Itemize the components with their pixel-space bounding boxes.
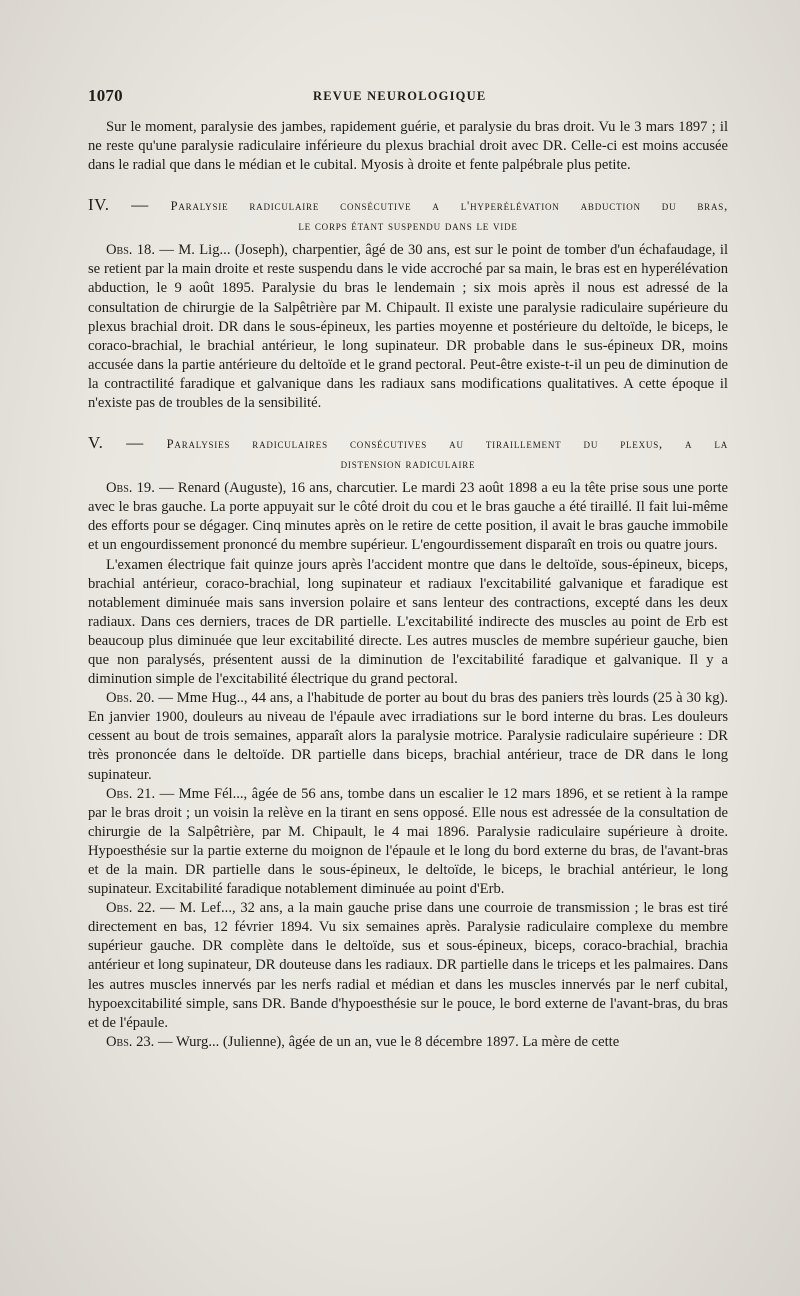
page-header: [88, 86, 728, 108]
observation-22: [88, 899, 728, 1033]
observation-text: — Mme Fél..., âgée de 56 ans, tombe dans un escalier le 12 mars 1896, et se retient à la rampe par le bras droit ; un voisin la relève en la tirant en sens opposé. Elle nous est adressée de la consultation de chirurgie de la Salpêtrière, par M. Chipault, le 4 mai 1896. Paralysie radiculaire supérieure à droite. Hypoesthésie sur la partie externe du moignon de l'épaule et le long du bord externe du bras, de l'avant-bras et de la main. DR partielle dans le sous-épineux, le deltoïde, le biceps, le brachial antérieur, le long supinateur. Excitabilité faradique notablement diminuée au point d'Erb.: [88, 785, 728, 898]
observation-text: — Mme Hug.., 44 ans, a l'habitude de porter au bout du bras des paniers très lourds (25 à 30 kg). En janvier 1900, douleurs au niveau de l'épaule avec irradiations sur le bord interne du bras. Les douleurs cessent au bout de trois semaines, apparaît alors la paralysie motrice. Paralysie radiculaire supérieure : DR très prononcée dans le deltoïde. DR partielle dans biceps, brachial antérieur, trace de DR dans le long supinateur.: [88, 690, 728, 783]
observation-text: — M. Lig... (Joseph), charpentier, âgé de 30 ans, est sur le point de tomber d'un échafaudage, il se retient par la main droite et reste suspendu dans le vide accroché par sa main, le bras est en hyperélévation abduction, le 9 août 1895. Paralysie du bras le lendemain ; six mois après il nous est adressé de la consultation de chirurgie de la Salpêtrière par M. Chipault. Il existe une paralysie radiculaire supérieure du plexus brachial droit. DR dans le sous-épineux, les parties moyenne et postérieure du deltoïde, le biceps, le coraco-brachial, le brachial antérieur, le long supinateur. DR probable dans le sus-épineux DR, moins accusée dans la partie antérieure du deltoïde et le grand pectoral. Peut-être existe-t-il un peu de diminution de la contractilité faradique et galvanique dans les radiaux sans modifications qualitatives. A cette époque il n'existe pas de troubles de la sensibilité.: [88, 242, 728, 412]
observation-label: Obs. 23.: [106, 1033, 155, 1050]
section-numeral-v: V. —: [88, 433, 167, 453]
observation-23: [88, 1033, 728, 1052]
observation-21: [88, 785, 728, 900]
observation-label: Obs. 21.: [106, 785, 156, 802]
observation-label: Obs. 22.: [106, 900, 156, 917]
observation-text: — Renard (Auguste), 16 ans, charcutier. Le mardi 23 août 1898 a eu la tête prise sous une porte avec le bras gauche. La porte appuyait sur le côté droit du cou et le bras gauche a été tiraillé. Il fait lui-même des efforts pour se dégager. Cinq minutes après on le retire de cette position, il avait le bras gauche immobile et un engourdissement prononcé du membre supérieur. L'engourdissement disparaît en trois ou quatre jours.: [88, 480, 728, 554]
article-body: [88, 118, 728, 1052]
observation-18: [88, 241, 728, 413]
observation-text: — M. Lef..., 32 ans, a la main gauche prise dans une courroie de transmission ; le bras est tiré directement en bas, 12 février 1894. Vu six semaines après. Paralysie radiculaire complexe du membre supérieur gauche. DR complète dans le deltoïde, sus et sous-épineux, biceps, coraco-brachial, brachia antérieur et long supinateur, DR douteuse dans les radiaux. DR partielle dans le triceps et les palmaires. Dans les autres muscles innervés par les nerfs radial et médian et dans les muscles innervés par le nerf cubital, hypoexcitabilité simple, sans DR. Bande d'hypoesthésie sur le pouce, le bord externe de l'avant-bras, du bras et de l'épaule.: [88, 900, 728, 1031]
section-title-v-line1: Paralysies radiculaires consécutives au tiraillement du plexus, a la: [166, 437, 728, 452]
observation-19-continued: L'examen électrique fait quinze jours après l'accident montre que dans le deltoïde, sous-épineux, biceps, brachial antérieur, coraco-brachial, long supinateur et radiaux l'excitabilité galvanique et faradique est notablement diminuée mais sans inversion polaire et sans lenteur des contractions, excepté dans les deux radiaux. Dans ces derniers, traces de DR partielle. L'excitabilité indirecte des muscles au point de Erb est beaucoup plus diminuée que leur excitabilité directe. Les autres muscles de membre supérieur gauche, bien que non paralysés, présentent aussi de la diminution de l'excitabilité faradique et galvanique. Il y a diminution simple de l'excitabilité électrique du grand pectoral.: [88, 556, 728, 688]
section-heading-iv: [88, 195, 728, 236]
observation-label: Obs. 20.: [106, 690, 155, 707]
page-number: 1070: [88, 86, 123, 105]
observation-19: [88, 479, 728, 555]
section-numeral-iv: IV. —: [88, 195, 171, 215]
observation-text: — Wurg... (Julienne), âgée de un an, vue le 8 décembre 1897. La mère de cette: [154, 1033, 620, 1050]
running-title: REVUE NEUROLOGIQUE: [313, 89, 487, 103]
intro-paragraph: Sur le moment, paralysie des jambes, rapidement guérie, et paralysie du bras droit. Vu le 3 mars 1897 ; il ne reste qu'une paralysie radiculaire inférieure du plexus brachial droit avec DR. Celle-ci est moins accusée dans le radial que dans le médian et le cubital. Myosis à droite et fente palpébrale plus petite.: [88, 119, 728, 174]
section-title-v-line2: distension radiculaire: [340, 457, 476, 472]
section-title-iv-line1: Paralysie radiculaire consécutive a l'hyperélévation abduction du bras,: [170, 199, 728, 214]
observation-label: Obs. 19.: [106, 480, 155, 497]
section-title-iv-line2: le corps étant suspendu dans le vide: [298, 219, 518, 234]
observation-label: Obs. 18.: [106, 242, 156, 259]
observation-20: [88, 689, 728, 784]
section-heading-v: [88, 433, 728, 474]
